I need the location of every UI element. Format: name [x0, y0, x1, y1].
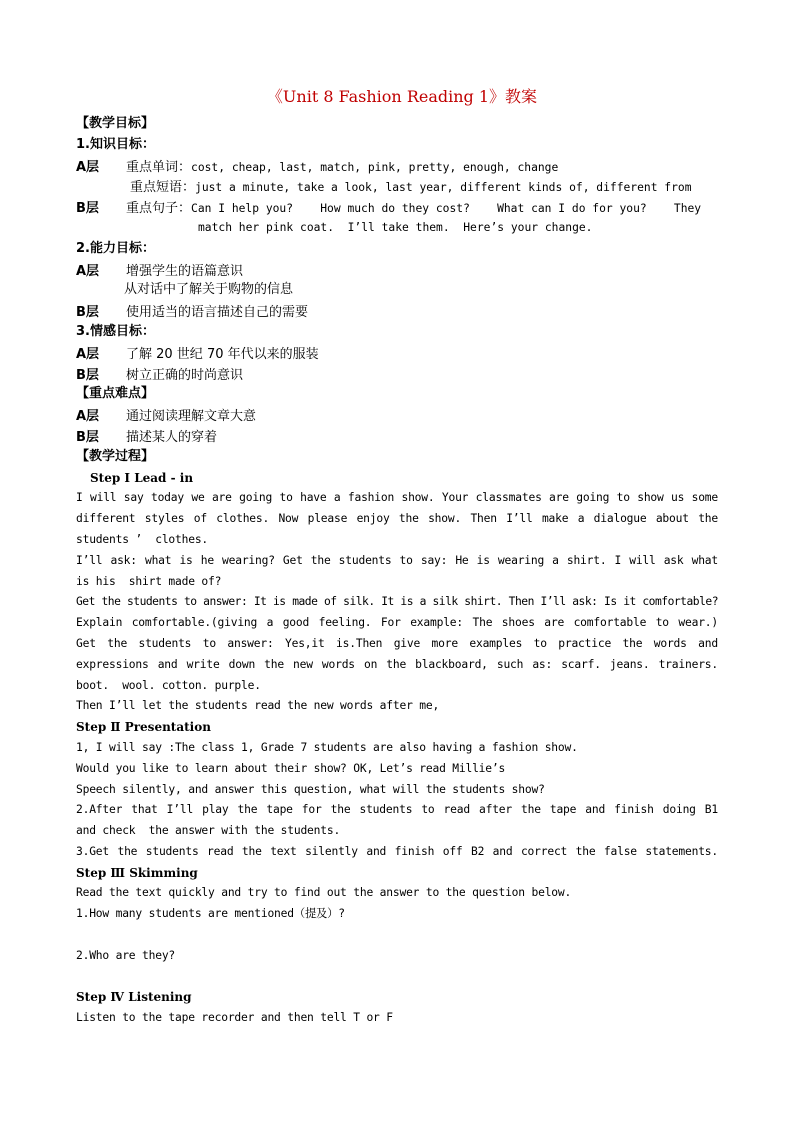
a-words-row: [76, 156, 718, 177]
step1-p4: Then I’ll let the students read the new words after me,: [76, 699, 440, 713]
step3-title: Step Ⅲ Skimming: [76, 865, 198, 880]
key-b-row: [76, 426, 718, 447]
level-a-label: A层: [76, 159, 100, 175]
step2-l5: and check the answer with the students.: [76, 824, 341, 838]
ability-b: 使用适当的语言描述自己的需要: [126, 305, 309, 321]
ability-header: 2.能力目标：: [76, 240, 155, 256]
step2-l6: 3.Get the students read the text silently and finish off B2 and correct the false statements.: [76, 844, 718, 858]
step4-l1: Listen to the tape recorder and then tell T or F: [76, 1011, 393, 1025]
step3-q1: 1.How many students are mentioned（提及）?: [76, 907, 345, 921]
page-title: 《Unit 8 Fashion Reading 1》教案: [266, 87, 538, 106]
key-a-row: [76, 405, 718, 426]
step1-p1-l3: students ’ clothes.: [76, 532, 209, 546]
step4-title: Step Ⅳ Listening: [76, 990, 192, 1005]
level-b-label: B层: [76, 305, 99, 321]
step1-p3-l3: Get the students to answer: Yes,it is.Then give more examples to practice the words and: [76, 636, 718, 650]
step2-l4: 2.After that I’ll play the tape for the students to read after the tape and finish doing B1: [76, 803, 718, 817]
b-sentences-row: [76, 197, 718, 218]
level-b-label: B层: [76, 429, 99, 445]
objectives-header: 【教学目标】: [76, 116, 155, 131]
emotion-b-row: [76, 364, 718, 385]
ability-a-2: 从对话中了解关于购物的信息: [124, 282, 294, 298]
step1-p1-l1: I will say today we are going to have a fashion show. Your classmates are going to show us some: [76, 491, 718, 505]
lesson-plan: [76, 86, 718, 1029]
b-sentences-label: 重点句子：: [126, 201, 192, 217]
key-a: 通过阅读理解文章大意: [126, 409, 257, 425]
level-a-label: A层: [76, 346, 100, 362]
b-sentences-1: Can I help you? How much do they cost? What can I do for you? They: [191, 202, 702, 216]
step3-l1: Read the text quickly and try to find out the answer to the question below.: [76, 886, 572, 900]
level-a-label: A层: [76, 409, 100, 425]
level-b-label: B层: [76, 201, 99, 217]
step2-l2: Would you like to learn about their show? OK, Let’s read Millie’s: [76, 761, 506, 775]
step3-q2: 2.Who are they?: [76, 948, 176, 962]
step1-p3-l1: Get the students to answer: It is made of silk. It is a silk shirt. Then I’ll ask: Is it comfortable?: [76, 595, 718, 609]
a-phrases-row: [76, 176, 718, 197]
ability-a-row: [76, 260, 718, 281]
key-header: 【重点难点】: [76, 386, 155, 402]
spacer: [76, 967, 718, 988]
key-b: 描述某人的穿着: [126, 429, 218, 445]
step1-p1-l2: different styles of clothes. Now please enjoy the show. Then I’ll make a dialogue about the: [76, 512, 718, 526]
step1-p2-l2: is his shirt made of?: [76, 574, 222, 588]
knowledge-header: 1.知识目标：: [76, 136, 155, 152]
step1-p3-l4: expressions and write down the new words on the blackboard, such as: scarf. jeans. trainers.: [76, 657, 718, 671]
level-b-label: B层: [76, 367, 99, 383]
emotion-b: 树立正确的时尚意识: [126, 367, 244, 383]
step2-l1: 1, I will say :The class 1, Grade 7 students are also having a fashion show.: [76, 740, 578, 754]
step1-p2-l1: I’ll ask: what is he wearing? Get the students to say: He is wearing a shirt. I will ask what: [76, 553, 718, 567]
process-header: 【教学过程】: [76, 448, 155, 464]
step1-p3-l2: Explain comfortable.(giving a good feeling. For example: The shoes are comfortable to wear.): [76, 616, 718, 630]
b-sentences-2: match her pink coat. I’ll take them. Here’s your change.: [198, 220, 593, 234]
emotion-header: 3.情感目标：: [76, 323, 155, 339]
level-a-label: A层: [76, 263, 100, 279]
step1-p3-l5: boot. wool. cotton. purple.: [76, 678, 261, 692]
a-phrases-label: 重点短语：: [130, 180, 196, 196]
spacer: [76, 925, 718, 946]
step1-title: Step Ⅰ Lead - in: [90, 470, 194, 485]
step2-title: Step Ⅱ Presentation: [76, 720, 211, 735]
emotion-a-row: [76, 343, 718, 364]
step2-l3: Speech silently, and answer this question, what will the students show?: [76, 782, 545, 796]
a-words: cost, cheap, last, match, pink, pretty, enough, change: [191, 160, 559, 174]
a-words-label: 重点单词：: [126, 159, 192, 175]
emotion-a: 了解 20 世纪 70 年代以来的服装: [126, 346, 319, 362]
ability-b-row: [76, 301, 718, 322]
ability-a-1: 增强学生的语篇意识: [126, 263, 244, 279]
a-phrases: just a minute, take a look, last year, different kinds of, different from: [195, 181, 692, 195]
